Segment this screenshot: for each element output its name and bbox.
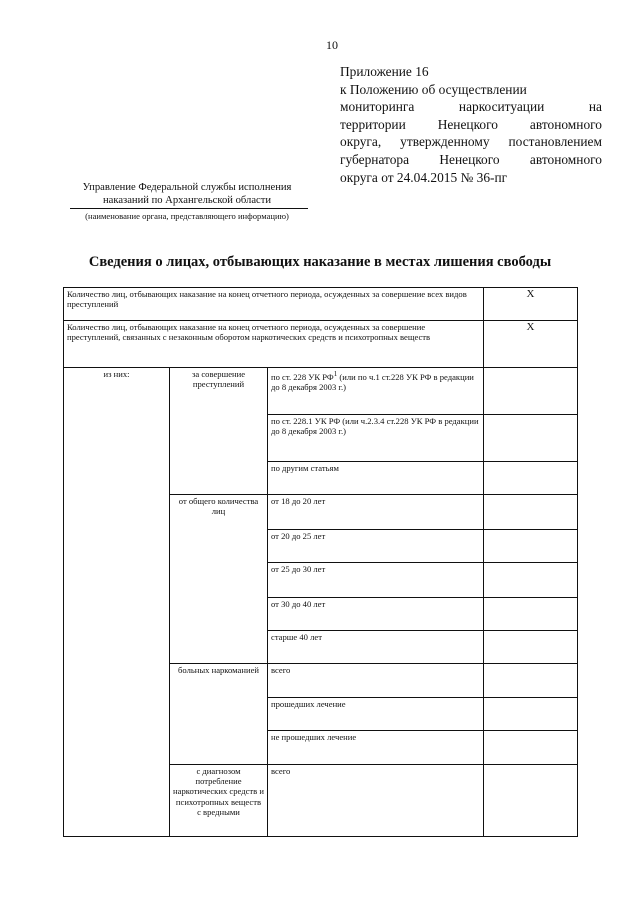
page-number: 10: [326, 38, 338, 52]
appendix-justified-line: [340, 98, 602, 116]
item-label: прошедших лечение: [268, 698, 484, 731]
agency-name-line: наказаний по Архангельской области: [102, 194, 272, 206]
appendix-line: к Положению об осуществлении: [340, 81, 527, 97]
of-them-label: из них:: [64, 368, 170, 837]
item-label: старше 40 лет: [268, 631, 484, 664]
table-row: [64, 321, 578, 368]
row-label: Количество лиц, отбывающих наказание на конец отчетного периода, осужденных за совершение преступлений, связанных с незаконным оборотом наркотических средств и психотропных веществ: [64, 321, 484, 368]
appendix-word: автономного: [529, 116, 602, 132]
appendix-word: губернатора: [340, 151, 410, 167]
signature-underline: [70, 208, 308, 209]
appendix-justified-line: [340, 151, 602, 169]
item-label: от 25 до 30 лет: [268, 563, 484, 598]
item-label: от 18 до 20 лет: [268, 495, 484, 530]
appendix-word: постановлением: [508, 134, 602, 150]
item-label: от 30 до 40 лет: [268, 598, 484, 631]
value-cell: [484, 563, 578, 598]
group-label: от общего количества лиц: [170, 495, 268, 664]
value-cell: [484, 530, 578, 563]
statistics-table: [63, 287, 578, 837]
appendix-word: мониторинга: [340, 99, 415, 115]
value-cell: [484, 664, 578, 698]
item-label: по ст. 228 УК $РФ^1$ (или по ч.1 ст.228 УК РФ в редакции до 8 декабря 2003 г.): [268, 368, 484, 415]
value-cell: [484, 765, 578, 837]
footnote-marker: 1: [333, 370, 338, 378]
appendix-justified-line: [340, 116, 602, 134]
value-cell: [484, 698, 578, 731]
agency-note: (наименование органа, представляющего информацию): [85, 211, 289, 221]
agency-block: [62, 182, 312, 223]
value-cell: [484, 495, 578, 530]
table-row: [64, 288, 578, 321]
appendix-word: Ненецкого: [437, 116, 498, 132]
agency-name-line: Управление Федеральной службы исполнения: [82, 182, 292, 193]
item-label: не прошедших лечение: [268, 731, 484, 765]
value-cell: [484, 462, 578, 495]
value-cell: [484, 631, 578, 664]
value-cell: Х: [484, 321, 578, 368]
appendix-word: округа,: [340, 134, 382, 150]
value-cell: [484, 368, 578, 415]
appendix-word: на: [588, 99, 602, 115]
appendix-header: [340, 63, 602, 186]
value-cell: [484, 731, 578, 765]
appendix-word: Ненецкого: [439, 151, 500, 167]
document-title: Сведения о лицах, отбывающих наказание в местах лишения свободы: [88, 254, 552, 270]
appendix-word: утвержденному: [400, 134, 490, 150]
appendix-justified-line: [340, 133, 602, 151]
group-label: с диагнозом потребление наркотических средств и психотропных веществ с вредными: [170, 765, 268, 837]
appendix-word: автономного: [529, 151, 602, 167]
value-cell: Х: [484, 288, 578, 321]
item-label: всего: [268, 664, 484, 698]
table-row: [64, 368, 578, 415]
group-label: больных наркоманией: [170, 664, 268, 765]
group-label: за совершение преступлений: [170, 368, 268, 495]
appendix-word: территории: [340, 116, 406, 132]
appendix-line: Приложение 16: [340, 64, 429, 79]
item-label: всего: [268, 765, 484, 837]
value-cell: [484, 598, 578, 631]
item-label: по ст. 228.1 УК РФ (или ч.2.3.4 ст.228 УК РФ в редакции до 8 декабря 2003 г.): [268, 415, 484, 462]
value-cell: [484, 415, 578, 462]
row-label: Количество лиц, отбывающих наказание на конец отчетного периода, осужденных за совершение всех видов преступлений: [64, 288, 484, 321]
appendix-word: наркоситуации: [458, 99, 545, 115]
item-label: по другим статьям: [268, 462, 484, 495]
item-label: от 20 до 25 лет: [268, 530, 484, 563]
appendix-line: округа от 24.04.2015 № 36-пг: [340, 169, 508, 185]
